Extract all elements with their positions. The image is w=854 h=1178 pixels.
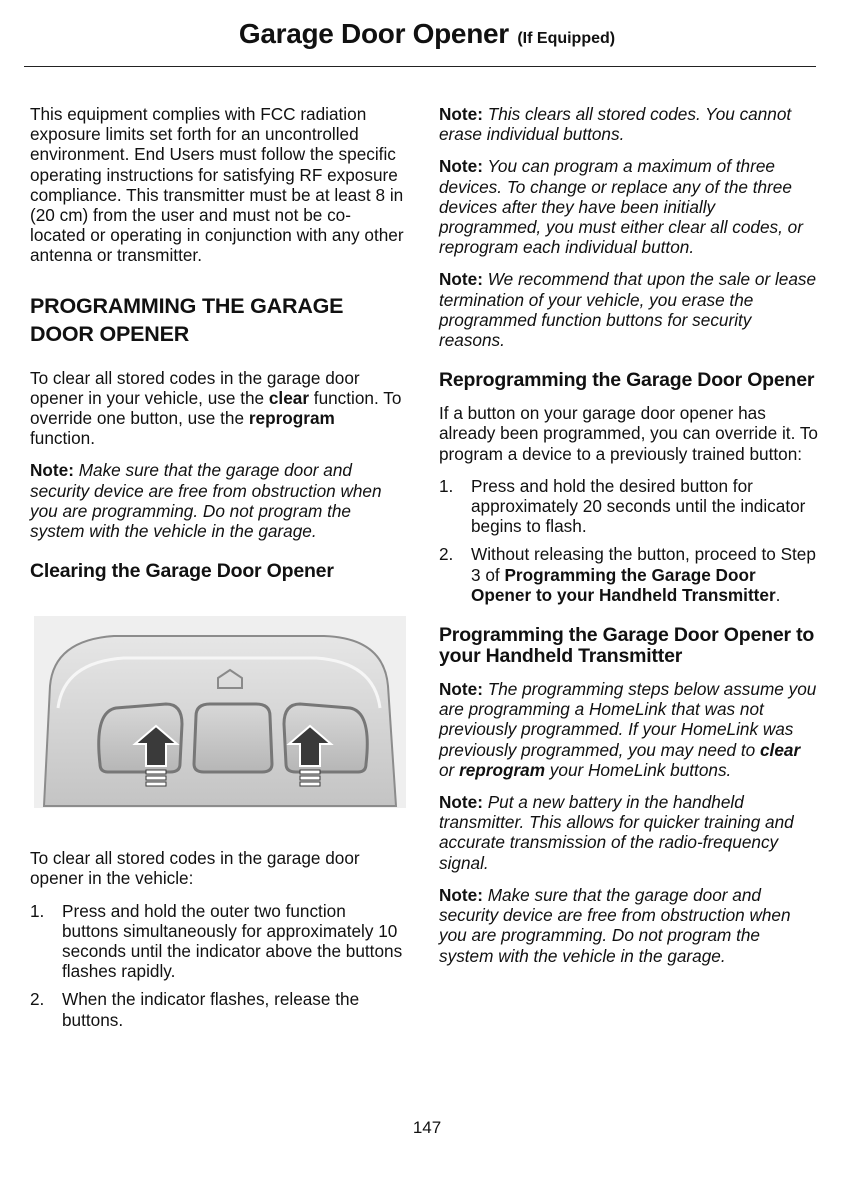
page-header xyxy=(0,18,854,50)
note-max-devices: Note: You can program a maximum of three devices. To change or replace any of the three devices after they have been initially programmed, you must either clear all codes, or reprogram each individual button. xyxy=(439,156,803,258)
left-column xyxy=(30,104,404,1042)
page-title: Garage Door Opener xyxy=(238,18,509,49)
right-column xyxy=(439,104,819,978)
fcc-paragraph: This equipment complies with FCC radiation exposure limits set forth for an uncontrolled environment. End Users must follow the specific operating instructions for satisfying RF exposure compliance. This transmitter must be at least 8 in (20 cm) from the user and must not be co-located or operating in conjunction with any other antenna or transmitter. xyxy=(30,104,404,266)
opener-buttons-illustration xyxy=(34,616,406,808)
clear-paragraph: To clear all stored codes in the garage door opener in your vehicle, use the clear function. To override one button, use the reprogram function. xyxy=(30,367,402,449)
list-item: 1. Press and hold the desired button for approximately 20 seconds until the indicator begins to flash. xyxy=(439,475,806,537)
list-item: 1. Press and hold the outer two function buttons simultaneously for approximately 10 seconds until the indicator above the buttons flashes rapidly. xyxy=(30,900,403,982)
clear-stored-paragraph: To clear all stored codes in the garage door opener in the vehicle: xyxy=(30,848,360,889)
reprogram-keyword: reprogram xyxy=(248,408,335,429)
opener-svg xyxy=(34,616,406,808)
reprogram-steps-list xyxy=(439,476,819,605)
list-item: 2. Without releasing the button, proceed to Step 3 of Programming the Garage Door Opener to your Handheld Transmitter. xyxy=(439,544,816,605)
opener-button-middle xyxy=(194,704,272,772)
note-clears-all: Note: This clears all stored codes. You cannot erase individual buttons. xyxy=(439,104,792,145)
note-homelink: Note: The programming steps below assume you are programming a HomeLink that was not previously programmed. If your HomeLink was previously programmed, you may need to clear or reprogram your HomeLink buttons. xyxy=(439,679,817,780)
note-sale-lease: Note: We recommend that upon the sale or lease termination of your vehicle, you erase the programmed function buttons for security reasons. xyxy=(439,269,817,351)
page-subtitle: (If Equipped) xyxy=(517,30,616,47)
clearing-steps-list xyxy=(30,901,404,1030)
cross-reference: Programming the Garage Door Opener to your Handheld Transmitter xyxy=(471,564,776,605)
note-battery: Note: Put a new battery in the handheld transmitter. This allows for quicker training and accurate transmission of the radio-frequency signal. xyxy=(439,792,794,873)
subheading-handheld: Programming the Garage Door Opener to your Handheld Transmitter xyxy=(439,624,815,668)
subheading-reprogramming: Reprogramming the Garage Door Opener xyxy=(439,369,815,392)
note-obstruction-2: Note: Make sure that the garage door and security device are free from obstruction when you are programming. Do not program the system with the vehicle in the garage. xyxy=(439,884,791,966)
note-obstruction: Note: Make sure that the garage door and security device are free from obstruction when you are programming. Do not program the system with the vehicle in the garage. xyxy=(30,460,382,542)
page-number: 147 xyxy=(412,1118,442,1137)
subheading-clearing: Clearing the Garage Door Opener xyxy=(30,560,334,583)
header-divider xyxy=(24,66,816,67)
list-item: 2. When the indicator flashes, release the buttons. xyxy=(30,989,360,1030)
reprogram-paragraph: If a button on your garage door opener has already been programmed, you can override it. To program a device to a previously trained button: xyxy=(439,403,818,464)
clear-keyword: clear xyxy=(268,387,310,408)
section-heading-programming: PROGRAMMING THE GARAGE DOOR OPENER xyxy=(30,293,344,346)
